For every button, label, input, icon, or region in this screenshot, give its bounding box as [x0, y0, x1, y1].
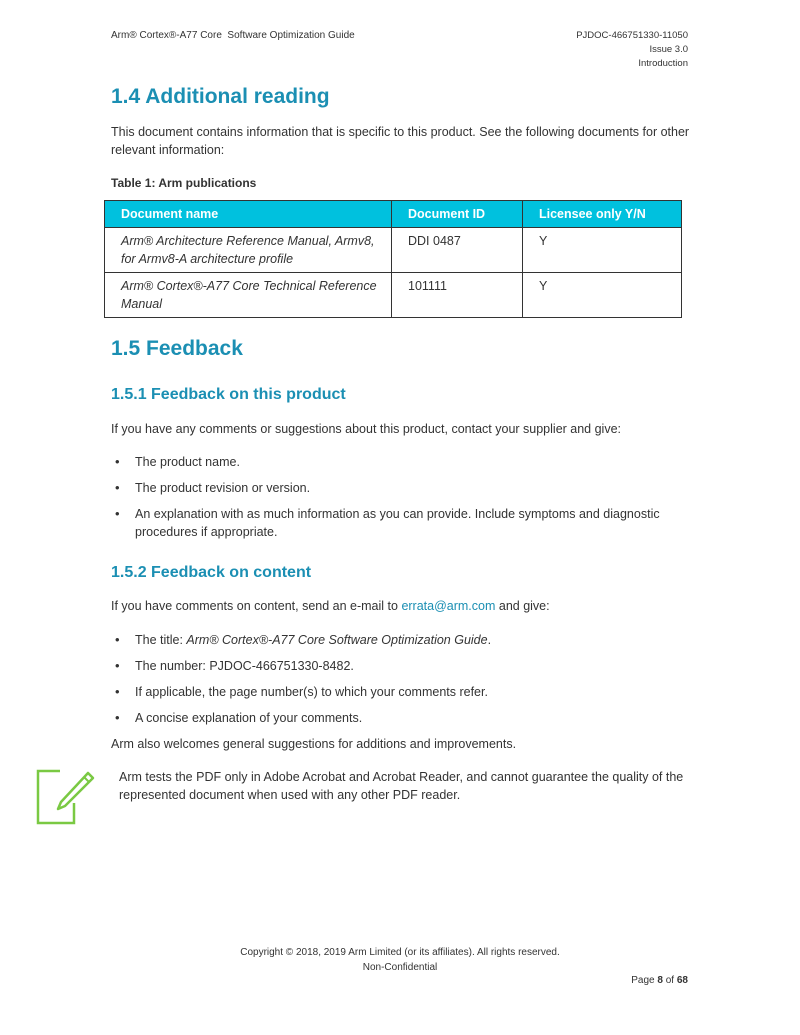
confidentiality-label: Non-Confidential — [362, 962, 438, 973]
page-number — [631, 975, 688, 986]
list-item: • An explanation with as much information as you can provide. Include symptoms and diagnostic procedures if appropriate. — [111, 505, 671, 541]
section-heading-additional-reading: 1.4 Additional reading — [111, 85, 330, 108]
feedback-closing: Arm also welcomes general suggestions for additions and improvements. — [111, 737, 517, 751]
note-pencil-icon — [36, 769, 96, 825]
cell-licensee-only: Y — [523, 273, 682, 318]
cell-document-name: Arm® Cortex®-A77 Core Technical Reference Manual — [105, 273, 392, 318]
feedback-content-list — [111, 631, 671, 735]
cell-document-name: Arm® Architecture Reference Manual, Armv8, for Armv8-A architecture profile — [105, 228, 392, 273]
table-caption: Table 1: Arm publications — [111, 176, 257, 190]
table-row — [105, 228, 682, 273]
header-doc-id: PJDOC-466751330-11050 — [576, 30, 688, 41]
title-suffix: . — [487, 633, 492, 647]
list-item: • If applicable, the page number(s) to which your comments refer. — [111, 683, 671, 701]
current-page: 8 — [657, 975, 663, 986]
feedback-product-intro: If you have any comments or suggestions about this product, contact your supplier and give: — [111, 422, 622, 436]
page-label: Page — [631, 975, 655, 986]
feedback-product-list — [111, 453, 671, 549]
total-pages: 68 — [676, 975, 688, 986]
cell-document-id: DDI 0487 — [392, 228, 523, 273]
cell-licensee-only: Y — [523, 228, 682, 273]
header-meta — [576, 29, 688, 71]
guide-title: Arm® Cortex®-A77 Core Software Optimization Guide — [186, 633, 488, 647]
copyright: Copyright © 2018, 2019 Arm Limited (or its affiliates). All rights reserved. — [240, 947, 560, 958]
header-doc-title: Arm® Cortex®-A77 Core Software Optimization Guide — [111, 30, 355, 41]
header-section: Introduction — [638, 58, 688, 69]
subsection-heading-feedback-content: 1.5.2 Feedback on content — [111, 564, 312, 581]
list-item: • The product name. — [111, 453, 671, 471]
table-header-row — [105, 201, 682, 228]
table-row — [105, 273, 682, 318]
column-header-licensee-only: Licensee only Y/N — [523, 201, 682, 228]
list-item: • The number: PJDOC-466751330-8482. — [111, 657, 671, 675]
column-header-document-id: Document ID — [392, 201, 523, 228]
of-label: of — [665, 975, 675, 986]
header-issue: Issue 3.0 — [649, 44, 688, 55]
section-heading-feedback: 1.5 Feedback — [111, 337, 243, 360]
list-item: • The product revision or version. — [111, 479, 671, 497]
list-item: • A concise explanation of your comments. — [111, 709, 671, 727]
note-text: Arm tests the PDF only in Adobe Acrobat and Acrobat Reader, and cannot guarantee the quality of the represented document when used with any other PDF reader. — [119, 770, 684, 802]
publications-table — [104, 200, 682, 318]
footer — [0, 945, 800, 975]
cell-document-id: 101111 — [392, 273, 523, 318]
intro-text-before: If you have comments on content, send an e-mail to — [111, 599, 402, 613]
intro-text-after: and give: — [495, 599, 550, 613]
feedback-content-intro — [111, 597, 691, 615]
title-prefix: The title: — [135, 633, 187, 647]
errata-email-link[interactable]: errata@arm.com — [401, 599, 496, 613]
subsection-heading-feedback-product: 1.5.1 Feedback on this product — [111, 386, 346, 403]
list-item — [111, 631, 671, 649]
additional-reading-intro: This document contains information that is specific to this product. See the following documents for other relevant information: — [111, 125, 690, 157]
column-header-document-name: Document name — [105, 201, 392, 228]
